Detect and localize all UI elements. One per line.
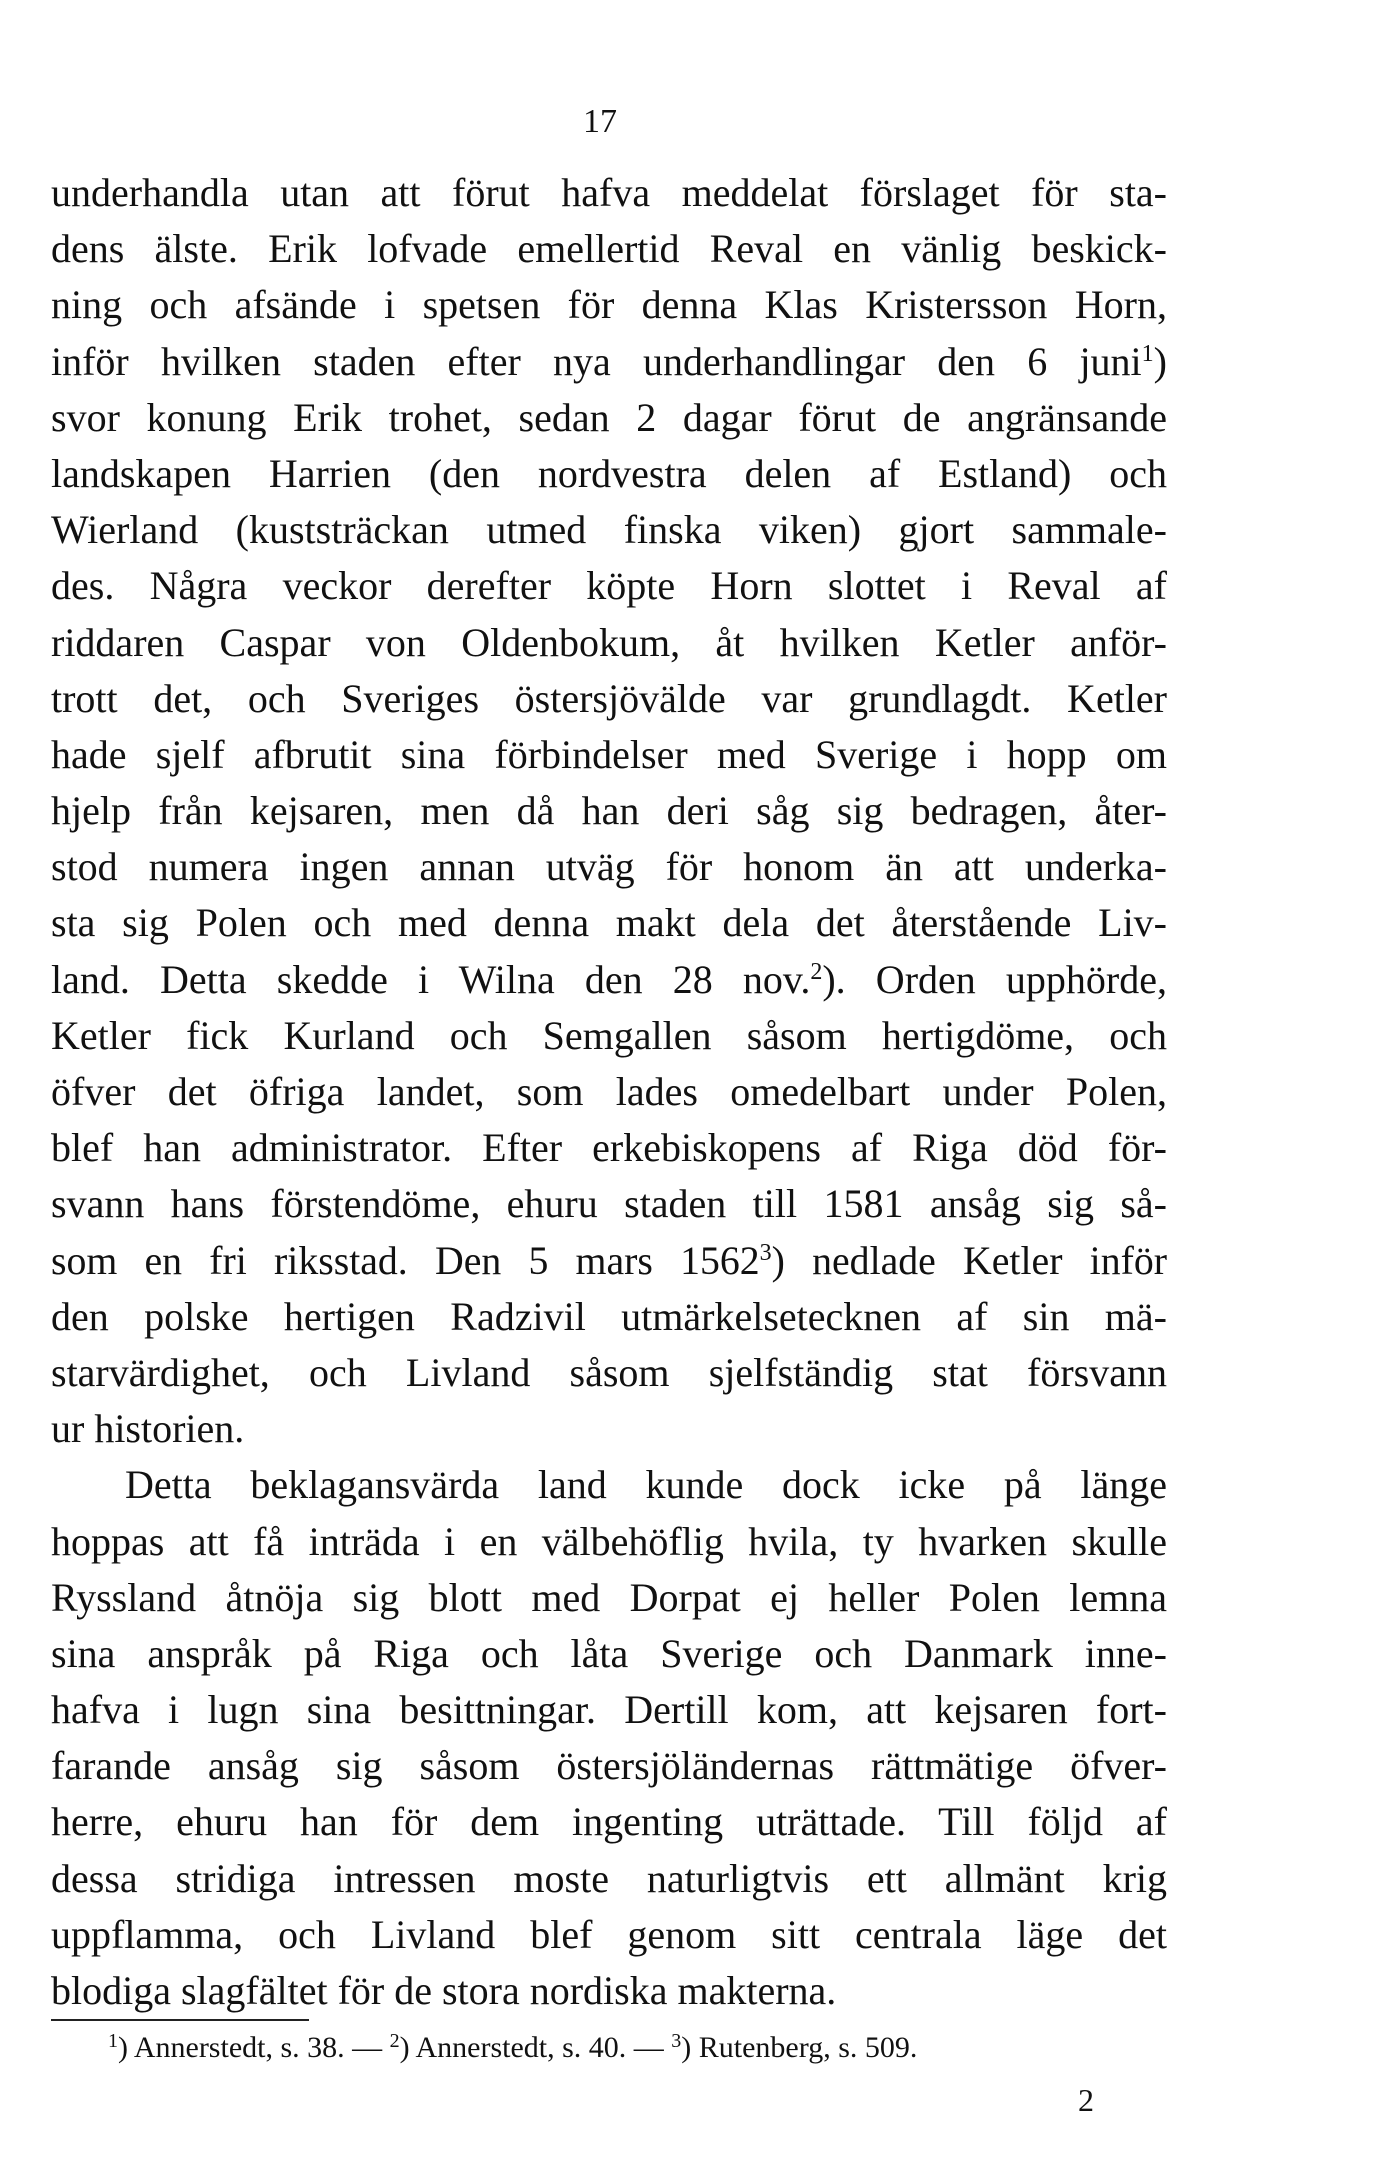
line-text: öfver det öfriga landet, som lades omedelbart under Polen,: [51, 1069, 1167, 1114]
footnote-separator: —: [626, 2031, 672, 2064]
text-line: [51, 1064, 1167, 1120]
text-line: [51, 615, 1167, 671]
line-text: ning och afsände i spetsen för denna Klas Kristersson Horn,: [51, 282, 1167, 328]
text-line: [51, 1233, 1167, 1289]
footnote-marker: 2: [810, 958, 823, 985]
text-line: [51, 1794, 1167, 1850]
line-text: Detta beklagansvärda land kunde dock icke på länge: [125, 1462, 1167, 1508]
line-text: uppflamma, och Livland blef genom sitt centrala läge det: [51, 1911, 1167, 1957]
footnote-text: ) Rutenberg, s. 509.: [681, 2031, 918, 2064]
text-line: [51, 1008, 1167, 1064]
text-line: [51, 1457, 1167, 1513]
footnote-number: 2: [389, 2030, 400, 2052]
text-line: [51, 895, 1167, 951]
text-line: [51, 1120, 1167, 1176]
text-line: [51, 1907, 1167, 1963]
line-text: hade sjelf afbrutit sina förbindelser med Sverige i hopp om: [51, 731, 1167, 777]
line-text: hafva i lugn sina besittningar. Dertill kom, att kejsaren fort-: [51, 1687, 1167, 1733]
text-line: [51, 783, 1167, 839]
footnote: [108, 2031, 345, 2064]
line-text: svann hans förstendöme, ehuru staden till 1581 ansåg sig så-: [51, 1181, 1167, 1227]
line-text: som en fri riksstad. Den 5 mars 1562: [51, 1238, 760, 1283]
footnote-marker: 1: [1141, 340, 1154, 367]
footnote-text: ) Annerstedt, s. 40.: [399, 2031, 627, 2064]
line-text: landskapen Harrien (den nordvestra delen af Estland) och: [51, 450, 1167, 496]
line-text: Wierland (kuststräckan utmed finska viken) gjort sammale-: [51, 507, 1167, 553]
line-text: Ketler fick Kurland och Semgallen såsom hertigdöme, och: [51, 1012, 1167, 1058]
body-text: [51, 165, 1167, 2019]
text-line: [51, 277, 1167, 333]
line-text: den polske hertigen Radzivil utmärkelsetecknen af sin mä-: [51, 1293, 1167, 1339]
footnote-marker: 3: [759, 1239, 772, 1266]
text-line: [51, 1682, 1167, 1738]
line-text: herre, ehuru han för dem ingenting uträttade. Till följd af: [51, 1799, 1167, 1845]
text-line: [51, 1963, 1167, 2019]
line-text-continued: ). Orden upphörde,: [822, 956, 1167, 1002]
footnote: [390, 2031, 627, 2064]
text-line: [51, 1176, 1167, 1232]
text-line: [51, 165, 1167, 221]
line-text: stod numera ingen annan utväg för honom än att underka-: [51, 844, 1167, 890]
line-text: blef han administrator. Efter erkebiskopens af Riga död för-: [51, 1125, 1167, 1171]
line-text: ur historien.: [51, 1406, 245, 1452]
line-text-continued: ): [1153, 338, 1167, 384]
footnote-separator: —: [344, 2031, 390, 2064]
text-line: [51, 390, 1167, 446]
line-text: dessa stridiga intressen moste naturligtvis ett allmänt krig: [51, 1855, 1167, 1901]
footnote-number: 3: [671, 2030, 682, 2052]
line-text: blodiga slagfältet för de stora nordiska makterna.: [51, 1968, 837, 2013]
text-line: [51, 221, 1167, 277]
text-line: [51, 1289, 1167, 1345]
line-text: Ryssland åtnöja sig blott med Dorpat ej heller Polen lemna: [51, 1574, 1167, 1620]
footnote-number: 1: [108, 2030, 118, 2052]
text-line: [51, 1570, 1167, 1626]
text-line: [51, 1851, 1167, 1907]
text-line: [51, 1738, 1167, 1794]
text-line: [51, 1401, 1167, 1457]
line-text: hoppas att få inträda i en välbehöflig hvila, ty hvarken skulle: [51, 1518, 1167, 1564]
page-number: 17: [583, 103, 617, 140]
signature-mark: 2: [1078, 2082, 1094, 2118]
text-line: [51, 1626, 1167, 1682]
text-line: [51, 446, 1167, 502]
line-text: des. Några veckor derefter köpte Horn slottet i Reval af: [51, 563, 1167, 609]
line-text: inför hvilken staden efter nya underhandlingar den 6 juni: [51, 338, 1142, 384]
text-line: [51, 839, 1167, 895]
footnote-text: ) Annerstedt, s. 38.: [118, 2031, 345, 2064]
line-text-continued: ) nedlade Ketler inför: [771, 1238, 1167, 1283]
text-line: [51, 1514, 1167, 1570]
line-text: dens älste. Erik lofvade emellertid Reval en vänlig beskick-: [51, 226, 1167, 272]
text-line: [51, 671, 1167, 727]
text-line: [51, 558, 1167, 614]
line-text: sta sig Polen och med denna makt dela det återstående Liv-: [51, 900, 1167, 946]
footnotes: [108, 2028, 917, 2068]
line-text: hjelp från kejsaren, men då han deri såg sig bedragen, åter-: [51, 788, 1167, 834]
text-line: [51, 1345, 1167, 1401]
footnote-rule: [51, 2019, 309, 2021]
line-text: starvärdighet, och Livland såsom sjelfständig stat försvann: [51, 1349, 1167, 1395]
line-text: svor konung Erik trohet, sedan 2 dagar förut de angränsande: [51, 394, 1167, 440]
line-text: riddaren Caspar von Oldenbokum, åt hvilken Ketler anför-: [51, 619, 1167, 665]
line-text: farande ansåg sig såsom östersjöländernas rättmätige öfver-: [51, 1743, 1167, 1789]
text-line: [51, 502, 1167, 558]
text-line: [51, 727, 1167, 783]
line-text: trott det, och Sveriges östersjövälde var grundlagdt. Ketler: [51, 675, 1167, 721]
text-line: [51, 334, 1167, 390]
line-text: land. Detta skedde i Wilna den 28 nov.: [51, 956, 811, 1002]
text-line: [51, 952, 1167, 1008]
line-text: sina anspråk på Riga och låta Sverige och Danmark inne-: [51, 1630, 1167, 1676]
footnote: [671, 2031, 917, 2064]
line-text: underhandla utan att förut hafva meddelat förslaget för sta-: [51, 170, 1167, 215]
